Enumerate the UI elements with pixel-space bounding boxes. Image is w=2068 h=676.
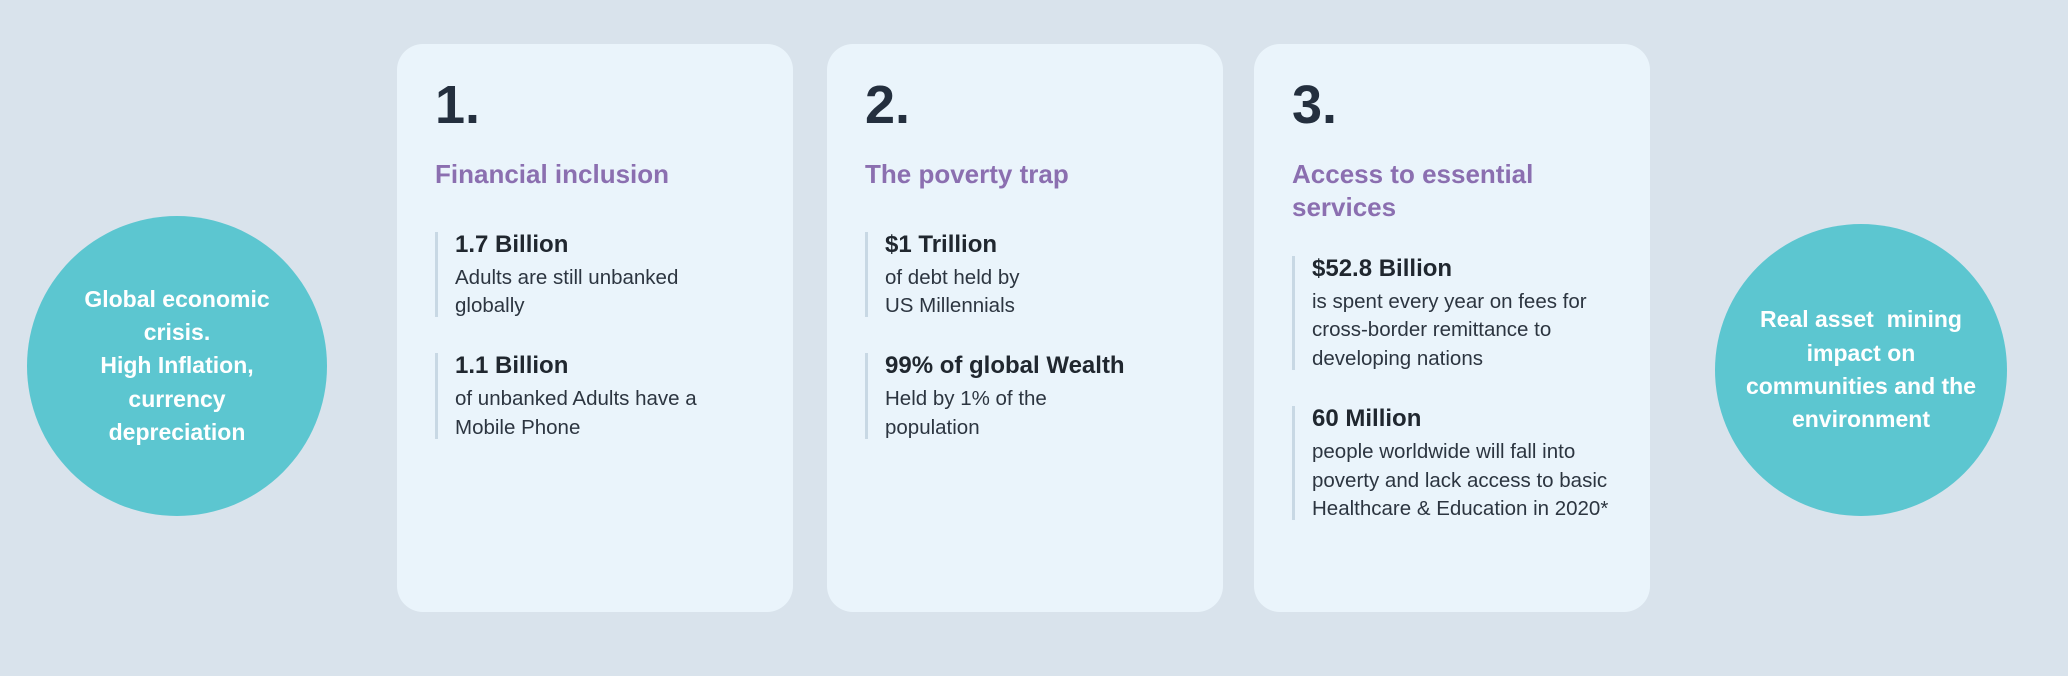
- card-access-to-essential-services: [1254, 44, 1650, 612]
- stat-line: globally: [455, 293, 525, 317]
- stat-description: [885, 264, 1185, 321]
- stat-line: Adults are still unbanked: [455, 265, 679, 289]
- card-number: 2.: [865, 75, 911, 135]
- stat-description: [1312, 288, 1612, 373]
- stat-line: population: [885, 415, 980, 439]
- stat-line: of debt held by: [885, 265, 1020, 289]
- stat-line: of unbanked Adults have a: [455, 387, 697, 411]
- stat-line: cross-border remittance to: [1312, 318, 1552, 342]
- global-economic-crisis-circle: [27, 216, 327, 516]
- stat-headline: $52.8 Billion: [1312, 255, 1453, 282]
- real-asset-mining-impact-text: [1746, 303, 1976, 436]
- stat-item: [1292, 253, 1612, 373]
- circle-line: Global economic: [84, 285, 270, 312]
- card-number: 1.: [435, 75, 481, 135]
- card-title: The poverty trap: [865, 159, 1069, 189]
- stat-item: [435, 350, 755, 442]
- stat-line: Healthcare & Education in 2020*: [1312, 496, 1609, 520]
- stat-description: [1312, 438, 1612, 523]
- stat-line: US Millennials: [885, 293, 1015, 317]
- circle-line: impact on: [1806, 339, 1916, 366]
- circle-line: communities and the: [1745, 373, 1977, 399]
- stat-description: [455, 385, 755, 442]
- stat-headline: 1.1 Billion: [455, 352, 569, 380]
- stat-item: [865, 229, 1185, 321]
- card-title: Financial inclusion: [435, 159, 670, 189]
- stat-headline: 60 Million: [1312, 405, 1422, 433]
- stat-line: developing nations: [1312, 346, 1483, 370]
- circle-line: environment: [1791, 406, 1930, 433]
- circle-line: crisis.: [143, 318, 211, 345]
- stat-headline: $1 Trillion: [885, 230, 998, 258]
- stat-item: [435, 229, 755, 321]
- stat-line: people worldwide will fall into: [1312, 440, 1576, 464]
- circle-line: High Inflation,: [100, 352, 254, 379]
- stat-line: Mobile Phone: [455, 415, 581, 439]
- card-title: Access to essential services: [1292, 159, 1534, 222]
- real-asset-mining-impact-circle: [1715, 224, 2007, 516]
- stat-item: [1292, 403, 1612, 523]
- stat-headline: 99% of global Wealth: [885, 352, 1125, 380]
- stat-headline: 1.7 Billion: [455, 230, 569, 258]
- card-number: 3.: [1292, 75, 1338, 135]
- stat-line: is spent every year on fees for: [1312, 290, 1587, 314]
- card-financial-inclusion: [397, 44, 793, 612]
- stat-description: [885, 385, 1185, 442]
- stat-line: poverty and lack access to basic: [1312, 468, 1608, 492]
- stat-description: [455, 264, 755, 321]
- global-economic-crisis-text: [84, 283, 269, 450]
- stat-line: Held by 1% of the: [885, 387, 1047, 411]
- circle-line: depreciation: [108, 419, 246, 446]
- card-poverty-trap: [827, 44, 1223, 612]
- circle-line: currency: [128, 385, 226, 412]
- circle-line: Real asset mining: [1760, 306, 1962, 333]
- stat-item: [865, 350, 1185, 442]
